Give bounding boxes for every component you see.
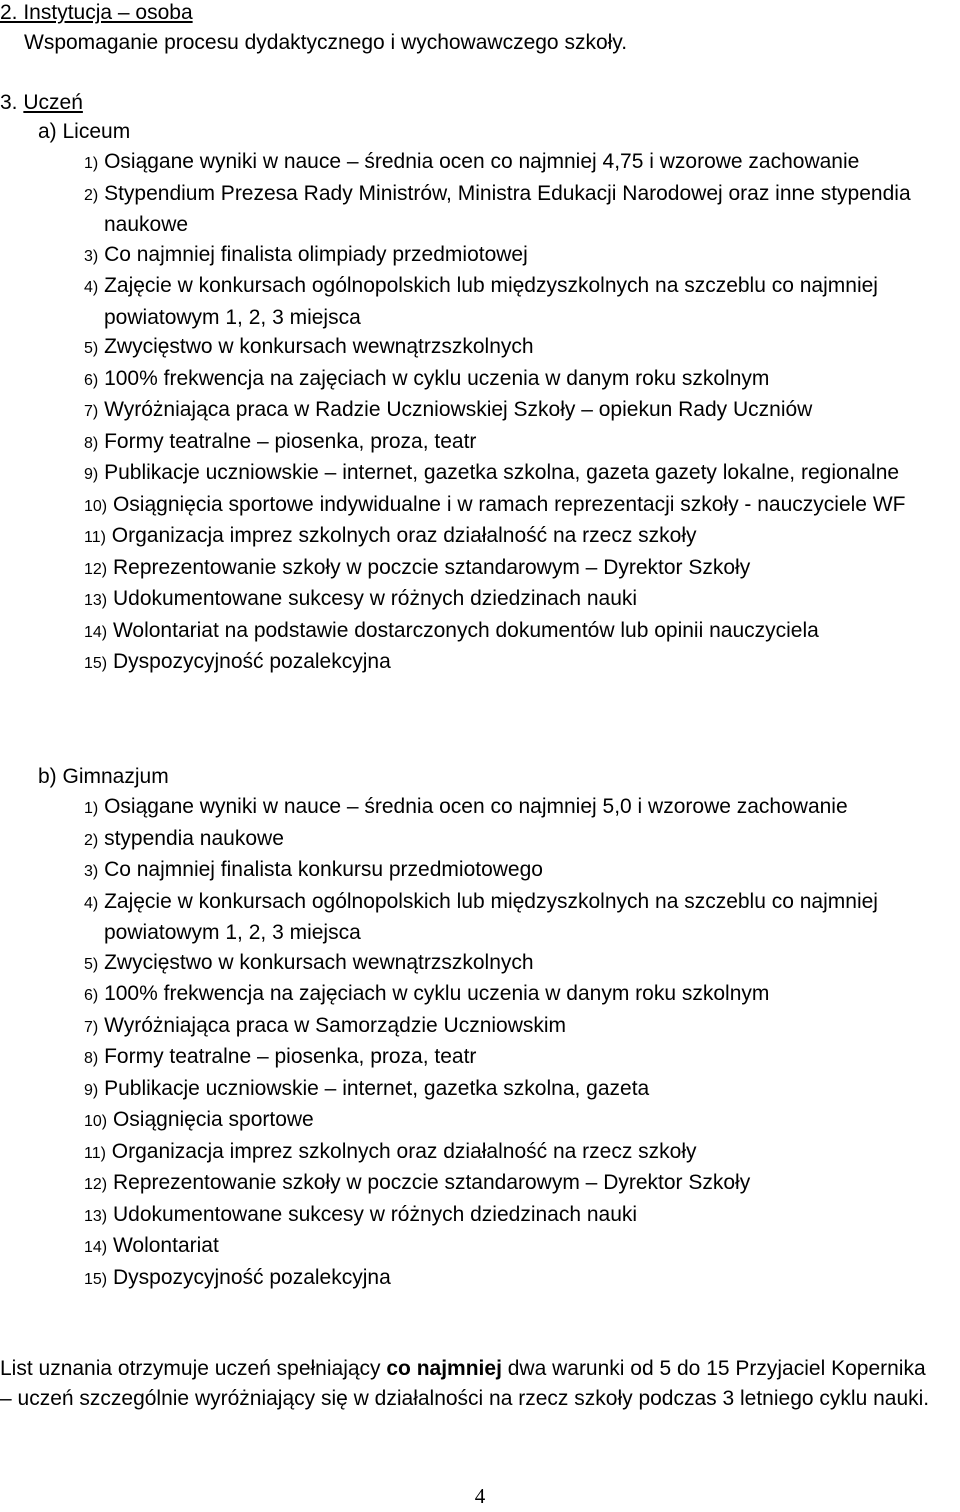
list-item-text: Osiągnięcia sportowe [112,1108,314,1131]
list-item-text: Zwycięstwo w konkursach wewnątrzszkolnych [104,335,534,358]
list-item-text: Co najmniej finalista olimpiady przedmiotowej [104,242,528,266]
list-item-number: 11) [84,1144,106,1162]
list-item-number: 5) [84,955,99,973]
list-item-number: 11) [84,529,106,546]
list-item-number: 15) [84,655,108,672]
section-3-heading-text: Uczeń [23,91,83,114]
footer-text-start: List uznania otrzymuje uczeń spełniający [0,1357,387,1380]
list-item [0,948,960,980]
list-item-number: 10) [84,1113,108,1130]
list-item-number: 7) [84,403,99,420]
list-item-text: Zwycięstwo w konkursach wewnątrzszkolnych [104,950,534,974]
list-item-text: Publikacje uczniowskie – internet, gazetka szkolna, gazeta gazety lokalne, regionalne [104,461,900,484]
list-item-text: Formy teatralne – piosenka, proza, teatr [104,429,477,453]
footer-text-end: dwa warunki od 5 do 15 Przyjaciel Kopernika – uczeń szczególnie wyróżniający się w działalności na rzecz szkoły podczas 3 letniego cyklu nauki. [0,1357,930,1410]
liceum-label: a) Liceum [38,120,131,143]
list-item-number: 9) [84,1081,99,1099]
section-3-heading-prefix: 3. [0,91,24,114]
list-item-number: 1) [84,800,99,817]
list-item-number: 14) [84,1239,108,1256]
list-item-text: Dyspozycyjność pozalekcyjna [112,1265,391,1289]
list-item-text: Zajęcie w konkursach ogólnopolskich lub międzyszkolnych na szczeblu co najmniej powiatowym 1, 2, 3 miejsca [104,274,878,329]
list-item-text: 100% frekwencja na zajęciach w cyklu uczenia w danym roku szkolnym [104,982,770,1005]
gimnazjum-label: b) Gimnazjum [38,765,169,788]
list-item-number: 6) [84,371,99,389]
list-item-number: 15) [84,1270,108,1288]
list-item [0,458,960,490]
liceum-label-wrap [0,117,960,147]
section-2-heading [0,0,627,28]
list-item [0,521,960,553]
list-item [0,1105,960,1137]
list-item [0,490,960,522]
list-item-text: Reprezentowanie szkoły w poczcie sztandarowym – Dyrektor Szkoły [112,555,751,579]
list-item-text: stypendia naukowe [104,826,284,850]
list-item-text: Formy teatralne – piosenka, proza, teatr [104,1045,477,1068]
list-item [0,792,960,824]
list-item-number: 3) [84,863,99,880]
list-item-text: Udokumentowane sukcesy w różnych dziedzinach nauki [112,1202,638,1226]
list-item-text: Wolontariat [112,1234,219,1257]
list-item-text: Dyspozycyjność pozalekcyjna [112,650,391,673]
list-item-number: 8) [84,434,99,452]
list-item [0,1011,960,1043]
list-item [0,887,960,948]
list-item [0,1168,960,1200]
gimnazjum-list [0,792,960,1294]
list-item-number: 9) [84,466,99,483]
list-item-number: 2) [84,831,99,849]
list-item-number: 10) [84,497,108,515]
list-item-number: 3) [84,247,99,265]
footer-text-bold: co najmniej [386,1357,502,1380]
list-item [0,332,960,364]
list-item-number: 1) [84,155,99,172]
list-item [0,979,960,1011]
section-2-heading-text: 2. Instytucja – osoba [0,1,193,24]
list-item-text: Publikacje uczniowskie – internet, gazetka szkolna, gazeta [104,1076,650,1100]
list-item-number: 13) [84,1207,108,1225]
list-item [0,271,960,332]
list-item-text: Organizacja imprez szkolnych oraz działalność na rzecz szkoły [111,524,697,547]
list-item [0,364,960,396]
list-item [0,147,960,179]
list-item-text: Wyróżniająca praca w Radzie Uczniowskiej Szkoły – opiekun Rady Uczniów [104,398,813,421]
list-item [0,240,960,272]
list-item-text: Osiągane wyniki w nauce – średnia ocen co najmniej 5,0 i wzorowe zachowanie [104,795,848,818]
list-item [0,1137,960,1169]
list-item-text: Osiągane wyniki w nauce – średnia ocen co najmniej 4,75 i wzorowe zachowanie [104,150,860,173]
list-item [0,616,960,648]
list-item-number: 7) [84,1018,99,1036]
list-item-text: Zajęcie w konkursach ogólnopolskich lub międzyszkolnych na szczeblu co najmniej powiatowym 1, 2, 3 miejsca [104,889,878,944]
list-item-number: 5) [84,340,99,357]
section-2-text: Wspomaganie procesu dydaktycznego i wychowawczego szkoły. [24,30,628,54]
list-item-number: 13) [84,592,108,609]
list-item [0,855,960,887]
list-item-text: Organizacja imprez szkolnych oraz działalność na rzecz szkoły [111,1139,697,1163]
list-item-text: Udokumentowane sukcesy w różnych dziedzinach nauki [112,587,638,610]
list-item [0,1074,960,1106]
section-3-heading [0,88,960,118]
list-item-number: 8) [84,1050,99,1067]
list-item [0,1263,960,1295]
list-item [0,553,960,585]
list-item-text: Stypendium Prezesa Rady Ministrów, Ministra Edukacji Narodowej oraz inne stypendia naukowe [104,181,911,236]
list-item-number: 12) [84,1176,108,1193]
list-item-number: 2) [84,186,99,204]
list-item-number: 4) [84,279,99,296]
list-item-text: Reprezentowanie szkoły w poczcie sztandarowym – Dyrektor Szkoły [112,1171,751,1194]
gimnazjum-list-wrap [0,792,960,1294]
list-item [0,824,960,856]
list-item-text: Wolontariat na podstawie dostarczonych dokumentów lub opinii nauczyciela [112,618,819,642]
liceum-list-wrap [0,147,960,679]
section-2 [0,0,627,57]
list-item [0,179,960,240]
footer-paragraph [0,1354,940,1413]
list-item-number: 6) [84,987,99,1004]
list-item [0,1200,960,1232]
list-item [0,647,960,679]
list-item-text: Wyróżniająca praca w Samorządzie Uczniowskim [104,1013,567,1037]
list-item-text: Co najmniej finalista konkursu przedmiotowego [104,858,543,881]
section-3 [0,88,960,118]
list-item [0,1231,960,1263]
list-item-number: 14) [84,623,108,641]
gimnazjum-label-wrap [0,762,960,792]
page-number: 4 [474,1484,486,1508]
list-item [0,427,960,459]
list-item-text: Osiągnięcia sportowe indywidualne i w ramach reprezentacji szkoły - nauczyciele WF [112,492,906,516]
list-item-text: 100% frekwencja na zajęciach w cyklu uczenia w danym roku szkolnym [104,366,770,390]
list-item [0,395,960,427]
list-item-number: 4) [84,894,99,912]
list-item [0,1042,960,1074]
liceum-list [0,147,960,679]
list-item-number: 12) [84,560,108,578]
list-item [0,584,960,616]
